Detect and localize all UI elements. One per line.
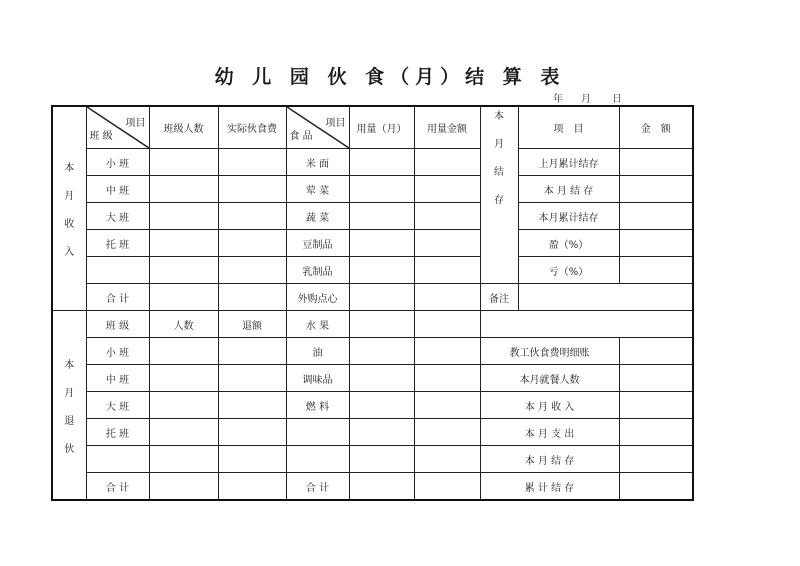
side-char: 本 [64,359,75,371]
actual-fee-cell[interactable] [218,257,286,284]
class-count-cell[interactable] [149,257,218,284]
col-header-usage-qty: 用量（月） [349,106,414,149]
usage-amount-cell[interactable] [414,176,480,203]
withdraw-count-cell[interactable] [149,419,218,446]
usage-qty-cell[interactable] [349,338,414,365]
refund-cell[interactable] [218,338,286,365]
balance-amount-cell[interactable] [619,257,693,284]
food-item-label: 荤 菜 [286,176,349,203]
side-char: 本 [494,111,504,122]
header-row [52,106,693,149]
usage-amount-cell[interactable] [414,257,480,284]
food-item-label: 油 [286,338,349,365]
date-month-label: 月 [581,94,591,105]
usage-qty-cell[interactable] [349,203,414,230]
table-row [52,392,693,419]
food-item-label: 乳制品 [286,257,349,284]
blank-cell [480,311,693,338]
table-row [52,365,693,392]
usage-qty-cell[interactable] [349,419,414,446]
withdraw-count-cell[interactable] [149,365,218,392]
refund-cell[interactable] [218,473,286,501]
table-row [52,203,693,230]
usage-qty-cell[interactable] [349,446,414,473]
remarks-field[interactable] [518,284,693,311]
remarks-label: 备注 [480,284,518,311]
class-label: 大 班 [86,203,149,230]
actual-fee-cell[interactable] [218,284,286,311]
income-side-label [52,106,86,311]
staff-item-label: 累 计 结 存 [480,473,619,501]
table-row [52,257,693,284]
diag-bottom-label: 班 级 [89,131,113,142]
usage-amount-cell[interactable] [414,284,480,311]
usage-qty-cell[interactable] [349,392,414,419]
food-item-label: 豆制品 [286,230,349,257]
col-header-actual-fee: 实际伙食费 [218,106,286,149]
usage-amount-cell[interactable] [414,338,480,365]
food-item-label: 外购点心 [286,284,349,311]
staff-ledger-title: 教工伙食费明细账 [480,338,619,365]
staff-amount-cell[interactable] [619,446,693,473]
col-header-count: 人数 [149,311,218,338]
usage-amount-cell[interactable] [414,230,480,257]
usage-qty-cell[interactable] [349,257,414,284]
class-label: 中 班 [86,365,149,392]
side-char: 月 [494,139,504,150]
staff-amount-cell[interactable] [619,338,693,365]
usage-qty-cell[interactable] [349,311,414,338]
table-row [52,230,693,257]
balance-amount-cell[interactable] [619,149,693,176]
settlement-table [51,105,694,501]
staff-item-label: 本 月 结 存 [480,446,619,473]
class-count-cell[interactable] [149,176,218,203]
withdraw-count-cell[interactable] [149,338,218,365]
class-count-cell[interactable] [149,230,218,257]
col-header-usage-amount: 用量金额 [414,106,480,149]
usage-amount-cell[interactable] [414,473,480,501]
income-total-row [52,284,693,311]
page-title: 幼 儿 园 伙 食（月）结 算 表 [214,66,566,88]
refund-cell[interactable] [218,365,286,392]
balance-amount-cell[interactable] [619,230,693,257]
staff-amount-cell[interactable] [619,419,693,446]
staff-item-label: 本 月 收 入 [480,392,619,419]
date-year-label: 年 [553,94,563,105]
usage-amount-cell[interactable] [414,365,480,392]
staff-amount-cell[interactable] [619,392,693,419]
class-label: 大 班 [86,392,149,419]
actual-fee-cell[interactable] [218,230,286,257]
balance-side-label [480,106,518,284]
date-day-label: 日 [612,94,622,105]
staff-item-label: 本月就餐人数 [480,365,619,392]
class-count-cell[interactable] [149,203,218,230]
class-label: 合 计 [86,284,149,311]
actual-fee-cell[interactable] [218,203,286,230]
side-char: 结 [494,167,504,178]
usage-qty-cell[interactable] [349,365,414,392]
actual-fee-cell[interactable] [218,176,286,203]
diag-top-label: 项目 [325,118,346,129]
food-item-label[interactable] [286,446,349,473]
class-item-diagonal-header [86,106,149,149]
col-header-refund: 退额 [218,311,286,338]
withdraw-header-row [52,311,693,338]
food-item-label: 水 果 [286,311,349,338]
class-label[interactable] [86,446,149,473]
withdraw-count-cell[interactable] [149,392,218,419]
side-char: 存 [494,195,504,206]
side-char: 本 [64,163,75,174]
usage-qty-cell[interactable] [349,284,414,311]
class-label: 小 班 [86,149,149,176]
balance-amount-cell[interactable] [619,203,693,230]
refund-cell[interactable] [218,392,286,419]
balance-item-label: 本 月 结 存 [518,176,619,203]
food-item-label: 米 面 [286,149,349,176]
usage-qty-cell[interactable] [349,176,414,203]
diag-bottom-label: 食 品 [289,131,313,142]
usage-qty-cell[interactable] [349,473,414,501]
refund-cell[interactable] [218,419,286,446]
food-item-label: 蔬 菜 [286,203,349,230]
balance-amount-cell[interactable] [619,176,693,203]
withdraw-count-cell[interactable] [149,446,218,473]
class-label: 托 班 [86,419,149,446]
food-item-label[interactable] [286,419,349,446]
usage-qty-cell[interactable] [349,230,414,257]
usage-amount-cell[interactable] [414,446,480,473]
staff-item-label: 本 月 支 出 [480,419,619,446]
side-char: 收 [64,219,75,230]
side-char: 退 [64,415,75,427]
col-header-balance-amount: 金 额 [619,106,693,149]
withdraw-count-cell[interactable] [149,473,218,501]
col-header-class-count: 班级人数 [149,106,218,149]
food-item-label: 合 计 [286,473,349,501]
usage-amount-cell[interactable] [414,419,480,446]
staff-amount-cell[interactable] [619,365,693,392]
class-label: 托 班 [86,230,149,257]
food-item-label: 调味品 [286,365,349,392]
side-char: 入 [64,247,75,258]
class-label[interactable] [86,257,149,284]
usage-amount-cell[interactable] [414,203,480,230]
staff-amount-cell[interactable] [619,473,693,501]
side-char: 伙 [64,443,75,455]
table-row [52,176,693,203]
table-row [52,149,693,176]
withdraw-total-row [52,473,693,501]
table-row [52,446,693,473]
class-count-cell[interactable] [149,284,218,311]
class-label: 小 班 [86,338,149,365]
class-count-cell[interactable] [149,149,218,176]
balance-item-label: 亏（%） [518,257,619,284]
table-row [52,419,693,446]
balance-item-label: 盈（%） [518,230,619,257]
actual-fee-cell[interactable] [218,149,286,176]
class-label: 合 计 [86,473,149,501]
withdraw-side-label [52,311,86,501]
usage-qty-cell[interactable] [349,149,414,176]
food-item-diagonal-header [286,106,349,149]
diag-top-label: 项目 [125,118,146,129]
col-header-class: 班 级 [86,311,149,338]
side-char: 月 [64,191,75,202]
class-label: 中 班 [86,176,149,203]
usage-amount-cell[interactable] [414,149,480,176]
refund-cell[interactable] [218,446,286,473]
balance-item-label: 本月累计结存 [518,203,619,230]
col-header-balance-item: 项 目 [518,106,619,149]
side-char: 月 [64,387,75,399]
balance-item-label: 上月累计结存 [518,149,619,176]
food-item-label: 燃 料 [286,392,349,419]
usage-amount-cell[interactable] [414,311,480,338]
table-row [52,338,693,365]
usage-amount-cell[interactable] [414,392,480,419]
